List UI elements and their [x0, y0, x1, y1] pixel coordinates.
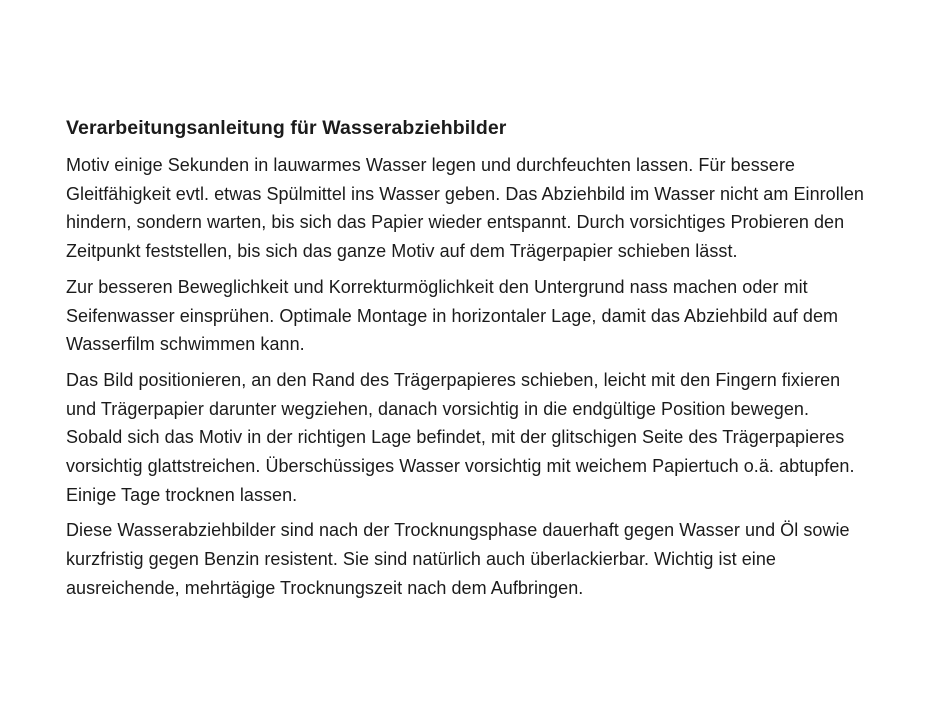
paragraph: [66, 516, 910, 602]
paragraph: [66, 366, 910, 510]
text-line: Das Bild positionieren, an den Rand des Trägerpapieres schieben, leicht mit den Fingern fixieren: [66, 369, 841, 390]
text-line: Sobald sich das Motiv in der richtigen Lage befindet, mit der glitschigen Seite des Trägerpapieres: [66, 427, 845, 448]
text-line: Seifenwasser einsprühen. Optimale Montage in horizontaler Lage, damit das Abziehbild auf dem: [66, 305, 839, 326]
text-line: Motiv einige Sekunden in lauwarmes Wasser legen und durchfeuchten lassen. Für bessere: [66, 155, 795, 175]
document-title: Verarbeitungsanleitung für Wasserabziehbilder: [66, 117, 507, 139]
text-line: ausreichende, mehrtägige Trocknungszeit nach dem Aufbringen.: [66, 577, 584, 598]
text-line: Einige Tage trocknen lassen.: [66, 484, 298, 505]
text-line: und Trägerpapier darunter wegziehen, danach vorsichtig in die endgültige Position bewegen.: [66, 398, 809, 419]
text-line: kurzfristig gegen Benzin resistent. Sie sind natürlich auch überlackierbar. Wichtig ist eine: [66, 549, 776, 570]
text-line: vorsichtig glattstreichen. Überschüssiges Wasser vorsichtig mit weichem Papiertuch o.ä. abtupfen.: [66, 456, 855, 477]
text-line: hindern, sondern warten, bis sich das Papier wieder entspannt. Durch vorsichtiges Probieren den: [66, 212, 845, 233]
text-line: Zeitpunkt feststellen, bis sich das ganze Motiv auf dem Trägerpapier schieben lässt.: [66, 241, 738, 262]
paragraph: [66, 273, 910, 359]
text-line: Wasserfilm schwimmen kann.: [66, 334, 305, 355]
text-line: Gleitfähigkeit evtl. etwas Spülmittel ins Wasser geben. Das Abziehbild im Wasser nicht am Einrollen: [66, 183, 864, 204]
document-body: [66, 151, 910, 603]
text-line: Zur besseren Beweglichkeit und Korrekturmöglichkeit den Untergrund nass machen oder mit: [66, 276, 808, 297]
paragraph: [66, 151, 910, 266]
text-line: Diese Wasserabziehbilder sind nach der Trocknungsphase dauerhaft gegen Wasser und Öl sowie: [66, 520, 850, 541]
